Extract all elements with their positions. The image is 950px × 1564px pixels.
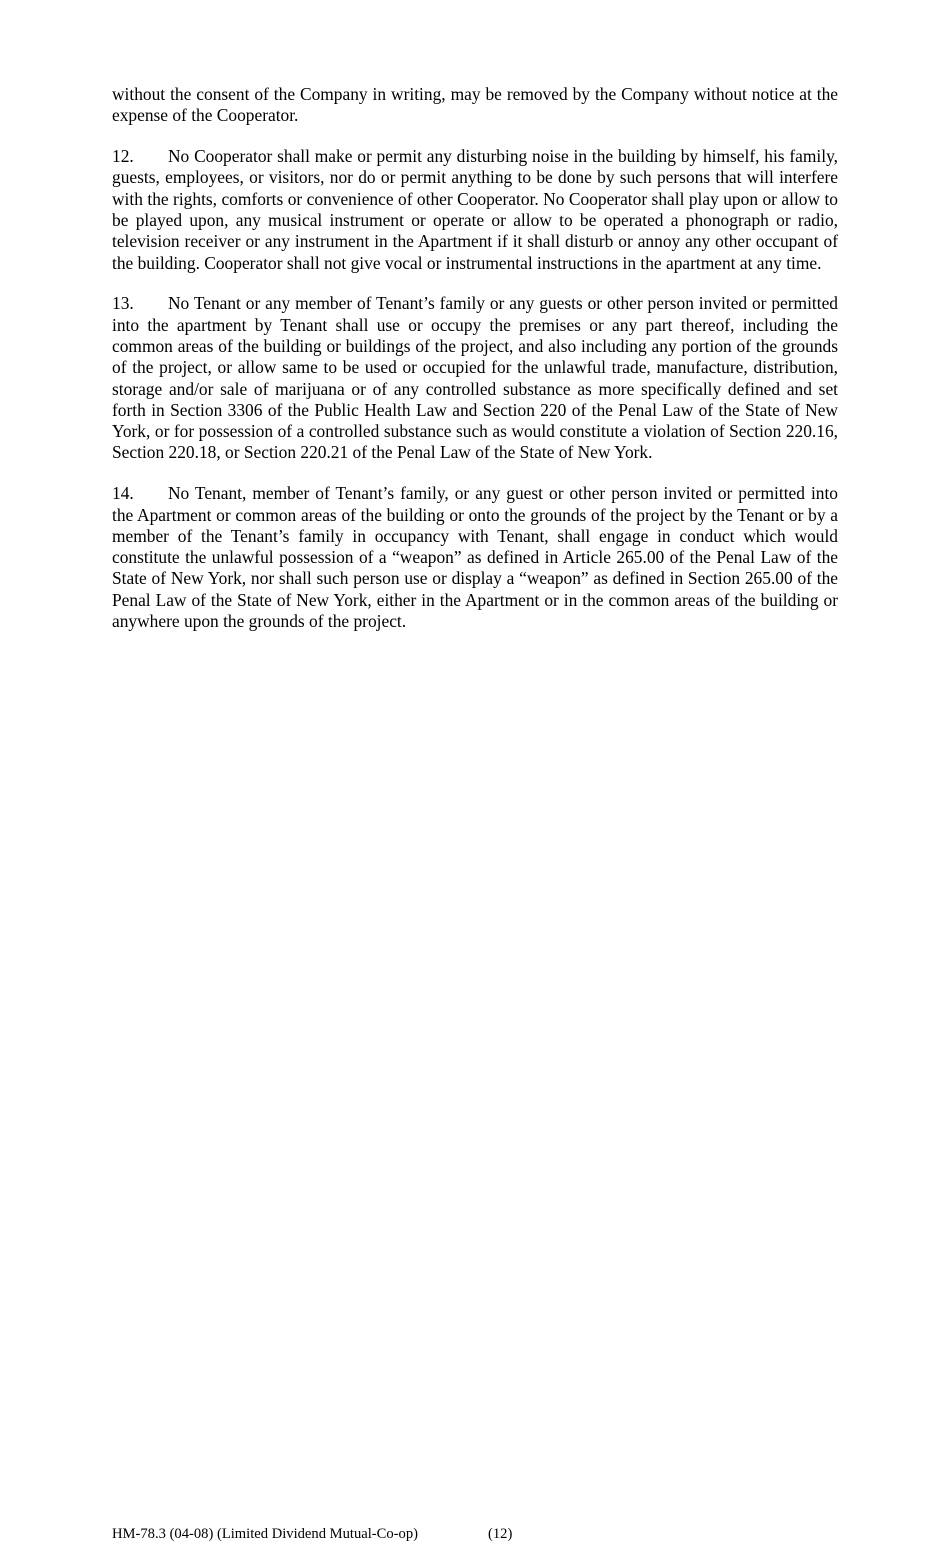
document-body <box>112 84 838 652</box>
page-number: (12) <box>488 1526 513 1542</box>
page-footer <box>112 1524 838 1544</box>
paragraph-number: 12. <box>112 146 134 167</box>
paragraph-text: No Tenant, member of Tenant’s family, or any guest or other person invited or permitted into the Apartment or common areas of the building or onto the grounds of the project by the Tenant or by a member of the Tenant’s family in occupancy with Tenant, shall engage in conduct which would constitute the unlawful possession of a “weapon” as defined in Article 265.00 of the Penal Law of the State of New York, nor shall such person use or display a “weapon” as defined in Section 265.00 of the Penal Law of the State of New York, either in the Apartment or in the common areas of the building or anywhere upon the grounds of the project. <box>112 483 838 632</box>
form-identifier: HM-78.3 (04-08) (Limited Dividend Mutual-Co-op) <box>112 1526 419 1542</box>
paragraph-text: without the consent of the Company in writing, may be removed by the Company without notice at the expense of the Cooperator. <box>112 84 838 126</box>
paragraph-12 <box>112 146 838 274</box>
paragraph-text: No Cooperator shall make or permit any disturbing noise in the building by himself, his family, guests, employees, or visitors, nor do or permit anything to be done by such persons that will interfere with the rights, comforts or convenience of other Cooperator. No Cooperator shall play upon or allow to be played upon, any musical instrument or operate or allow to be operated a phonograph or radio, television receiver or any instrument in the Apartment if it shall disturb or annoy any other occupant of the building. Cooperator shall not give vocal or instrumental instructions in the apartment at any time. <box>112 146 838 273</box>
paragraph-number: 13. <box>112 293 134 314</box>
paragraph-14 <box>112 483 838 632</box>
paragraph-continued <box>112 84 838 127</box>
paragraph-number: 14. <box>112 483 134 504</box>
paragraph-13 <box>112 293 838 463</box>
paragraph-text: No Tenant or any member of Tenant’s family or any guests or other person invited or permitted into the apartment by Tenant shall use or occupy the premises or any part thereof, including the common areas of the building or buildings of the project, and also including any portion of the grounds of the project, or allow same to be used or occupied for the unlawful trade, manufacture, distribution, storage and/or sale of marijuana or of any controlled substance as more specifically defined and set forth in Section 3306 of the Public Health Law and Section 220 of the Penal Law of the State of New York, or for possession of a controlled substance such as would constitute a violation of Section 220.16, Section 220.18, or Section 220.21 of the Penal Law of the State of New York. <box>112 293 838 463</box>
